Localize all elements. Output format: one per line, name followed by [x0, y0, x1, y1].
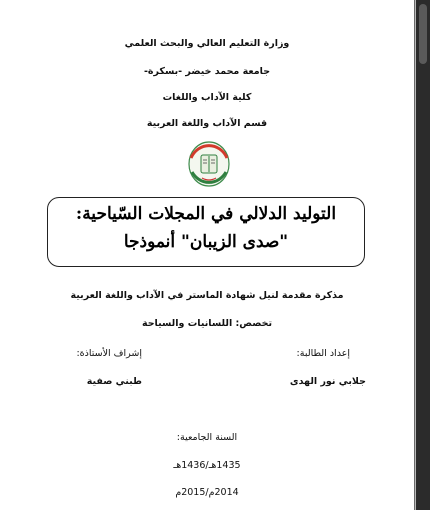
memo-description: مذكرة مقدمة لنيل شهادة الماستر في الآداب واللغة العربية [70, 290, 344, 301]
university-logo [182, 140, 236, 188]
student-name: جلابي نور الهدى [289, 376, 366, 387]
specialty: تخصص: اللسانيات والسياحة [141, 318, 273, 329]
vertical-scrollbar[interactable] [416, 0, 430, 510]
supervisor-label: إشراف الأستاذة: [76, 348, 142, 359]
faculty-name: كلية الآداب واللغات [162, 92, 252, 103]
title-box [47, 197, 365, 267]
gregorian-year: 2014م/2015م [175, 487, 239, 498]
thesis-title-line1: التوليد الدلالي في المجلات السّياحية: [75, 204, 337, 224]
thesis-title-line2: "صدى الزيبان" أنموذجا [123, 232, 289, 252]
university-name: جامعة محمد خيضر -بسكرة- [143, 66, 271, 77]
ministry-name: وزارة التعليم العالي والبحث العلمي [124, 38, 290, 49]
academic-year-label: السنة الجامعية: [176, 432, 238, 443]
department-name: قسم الآداب واللغة العربية [146, 118, 268, 129]
student-label: إعداد الطالبة: [296, 348, 350, 359]
supervisor-name: طبني صفية [86, 376, 142, 387]
hijri-year: 1435هـ/1436هـ [173, 460, 241, 471]
scrollbar-thumb[interactable] [419, 4, 427, 64]
